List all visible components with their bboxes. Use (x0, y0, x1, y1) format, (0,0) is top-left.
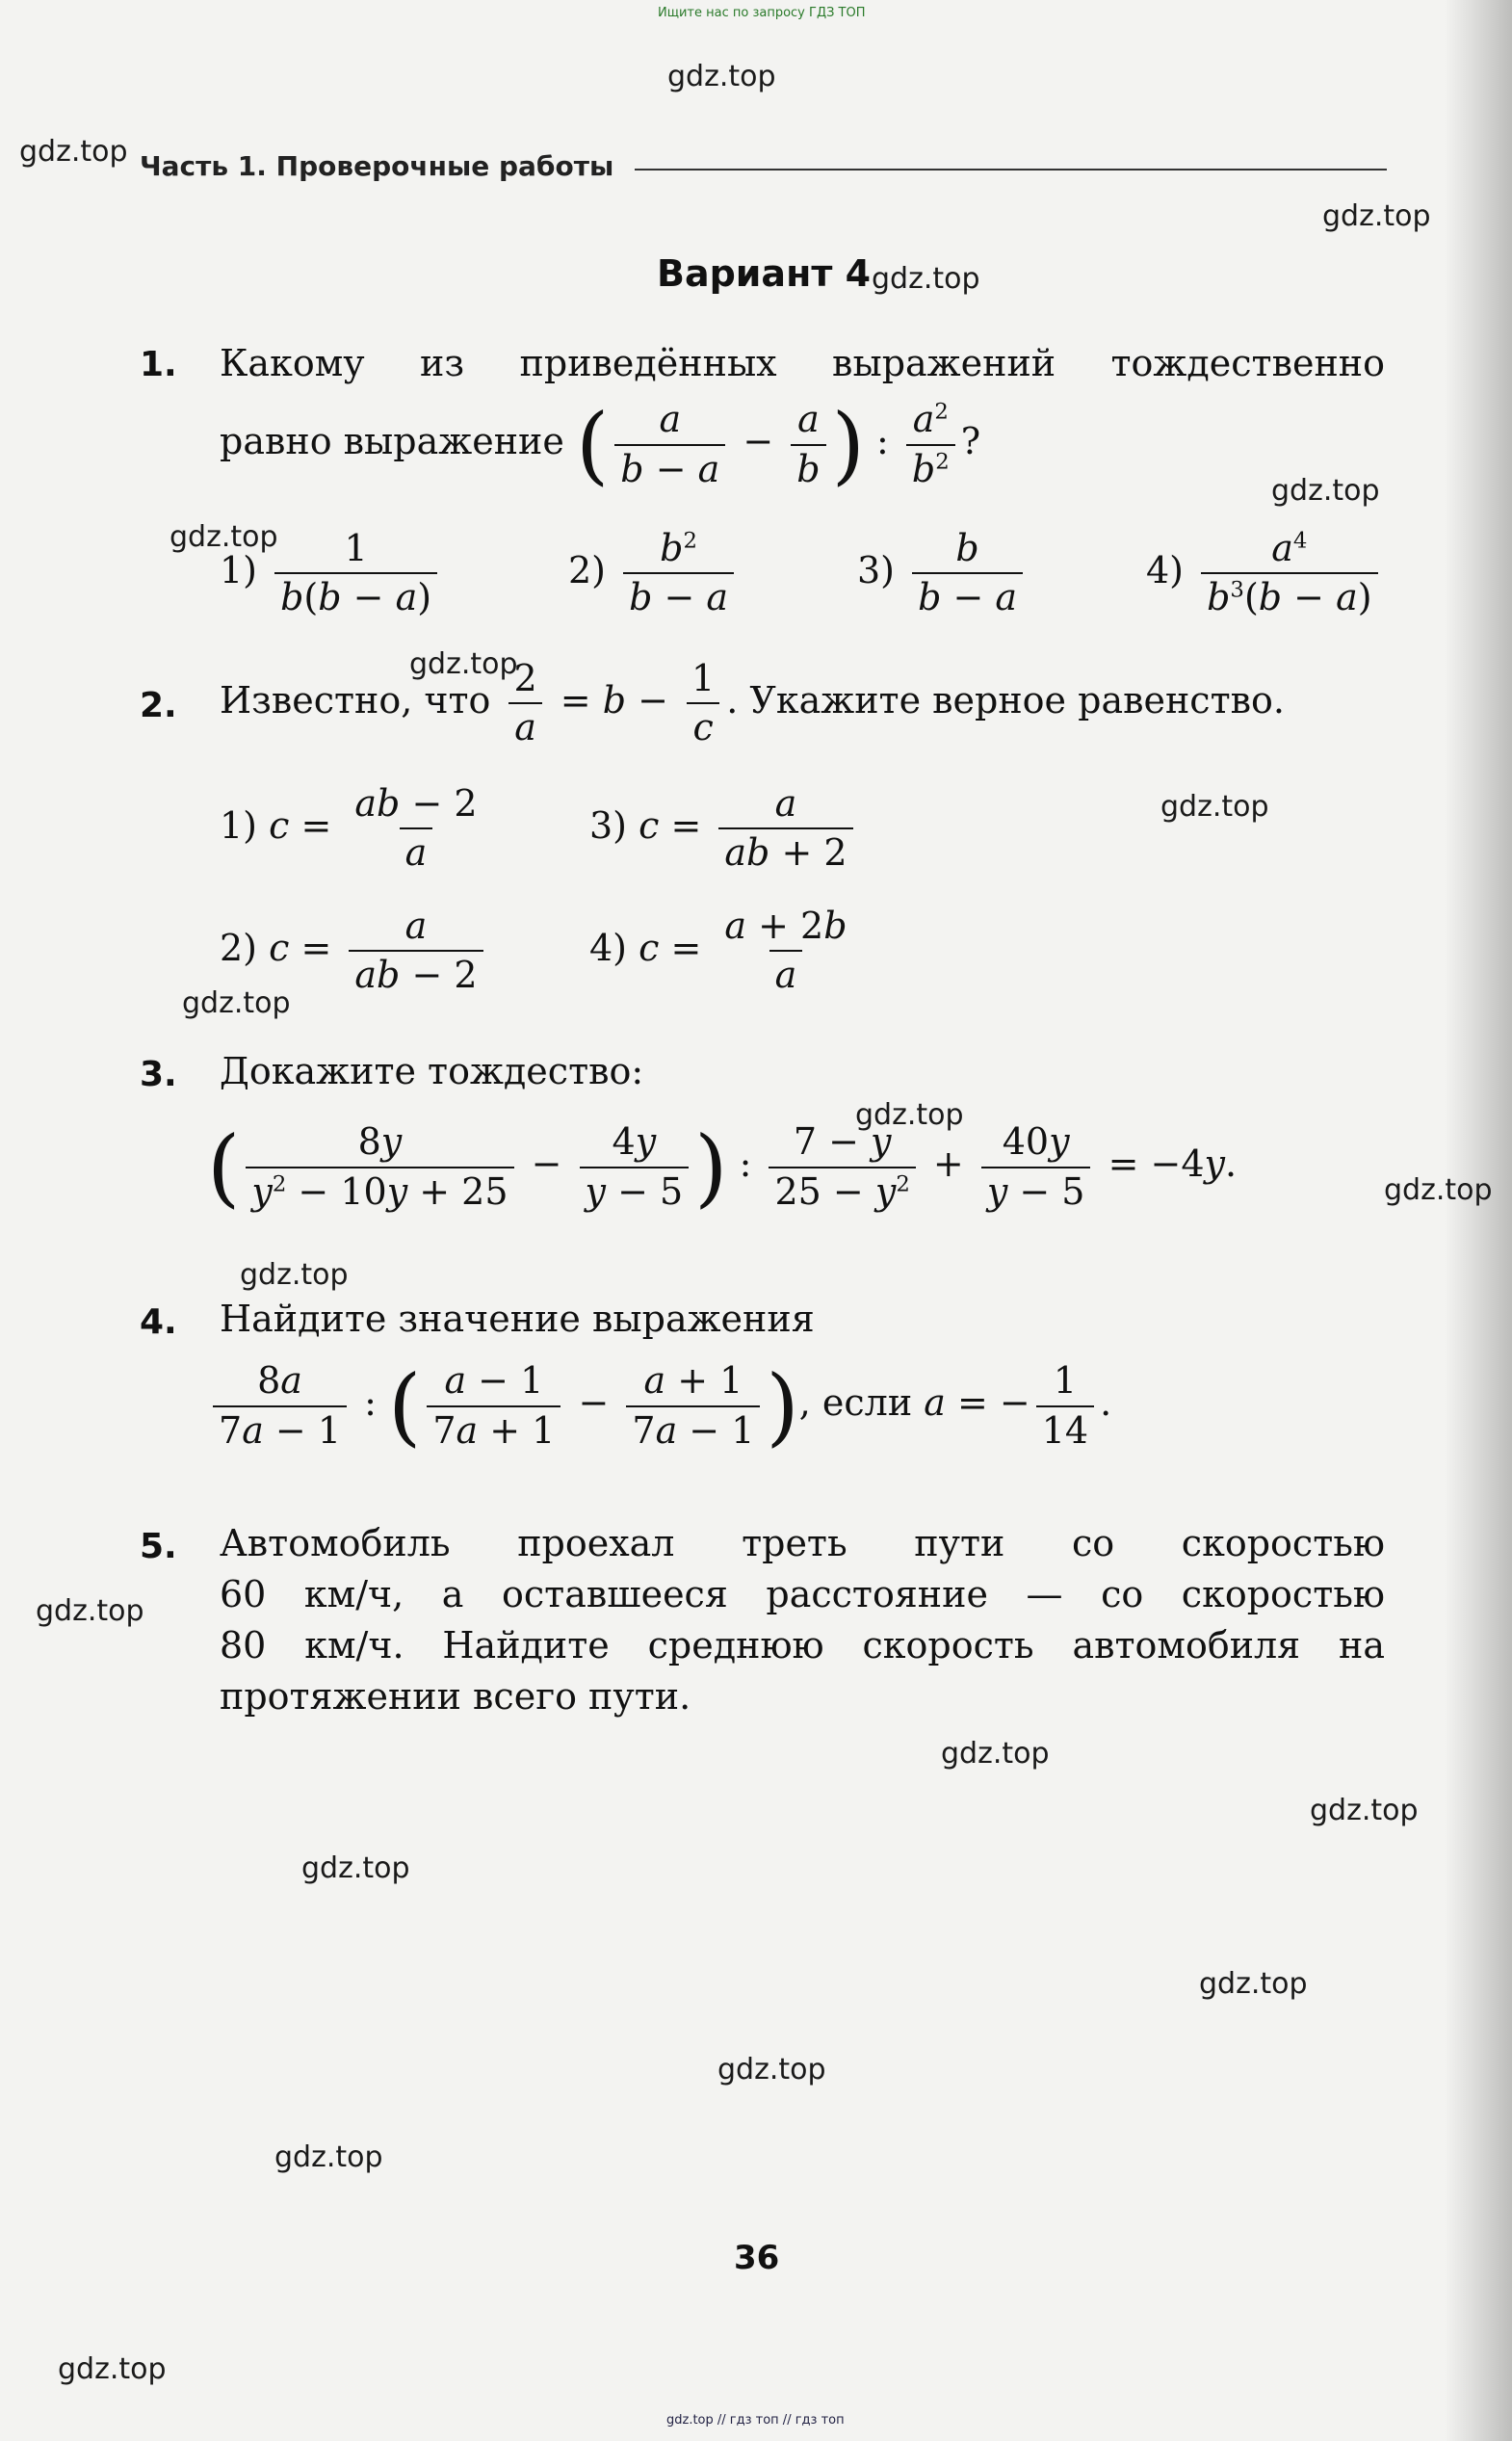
watermark[interactable]: gdz.top (1271, 474, 1380, 508)
watermark[interactable]: gdz.top (1322, 199, 1431, 233)
watermark[interactable]: gdz.top (274, 2140, 383, 2174)
header-rule (635, 169, 1387, 171)
watermark[interactable]: gdz.top (1384, 1173, 1493, 1207)
task-1-option-3: 3) $\frac{b}{b - a}$ (857, 525, 1029, 622)
footer-links[interactable]: gdz.top // гдз топ // гдз топ (666, 2413, 845, 2428)
watermark[interactable]: gdz.top (717, 2053, 826, 2087)
task-1-option-1: 1) $\frac{1}{b(b - a)}$ (220, 525, 443, 622)
task-4-expression: $\frac{8a}{7a - 1}$ : ( $\frac{a - 1}{7a + 1}$ − $\frac{a + 1}{7a - 1}$ ), если a = − $\frac{1}{14}$ . (207, 1356, 1111, 1456)
task-2-option-1: 1) c = $\frac{ab - 2}{a}$ (220, 780, 489, 878)
task-number: 2. (140, 686, 177, 725)
watermark[interactable]: gdz.top (872, 262, 980, 296)
task-1-line-1: Какому из приведённых выражений тождественно (220, 342, 1385, 384)
watermark[interactable]: gdz.top (667, 60, 776, 93)
watermark[interactable]: gdz.top (1310, 1794, 1419, 1827)
task-1-option-4: 4) $\frac{a^4}{b^3(b - a)}$ (1146, 525, 1384, 622)
watermark[interactable]: gdz.top (240, 1258, 349, 1292)
task-4-title: Найдите значение выражения (220, 1298, 815, 1340)
page-header (140, 146, 1387, 185)
task-2-option-4: 4) c = $\frac{a + 2b}{a}$ (589, 903, 859, 1000)
task-2-statement: Известно, что $\frac{2}{a}$ = b − $\frac{1}{c}$ . Укажите верное равенство. (220, 655, 1285, 752)
task-2-option-2: 2) c = $\frac{a}{ab - 2}$ (220, 903, 489, 1000)
watermark[interactable]: gdz.top (19, 135, 128, 169)
watermark[interactable]: gdz.top (941, 1737, 1050, 1771)
task-number: 4. (140, 1302, 177, 1342)
watermark[interactable]: gdz.top (1160, 790, 1269, 824)
task-2-option-3: 3) c = $\frac{a}{ab + 2}$ (589, 780, 859, 878)
task-5-line-3: 80 км/ч. Найдите среднюю скорость автомобиля на (220, 1624, 1385, 1667)
task-number: 5. (140, 1527, 177, 1566)
task-5-line-2: 60 км/ч, а оставшееся расстояние — со скоростью (220, 1573, 1385, 1615)
watermark[interactable]: gdz.top (58, 2352, 167, 2386)
task-5-line-1: Автомобиль проехал треть пути со скоростью (220, 1522, 1385, 1564)
task-number: 1. (140, 345, 177, 384)
task-5-line-4: протяжении всего пути. (220, 1675, 691, 1718)
watermark[interactable]: gdz.top (409, 647, 518, 681)
task-1-option-2: 2) $\frac{b^2}{b - a}$ (568, 525, 740, 622)
section-title: Часть 1. Проверочные работы (140, 149, 614, 182)
top-search-note: Ищите нас по запросу ГДЗ ТОП (658, 6, 866, 20)
task-1-line-2: равно выражение ( $\frac{a}{b - a}$ − $\frac{a}{b}$ ) : $\frac{a^2}{b^2}$ ? (220, 395, 981, 494)
watermark[interactable]: gdz.top (169, 520, 278, 554)
task-3-title: Докажите тождество: (220, 1050, 644, 1092)
watermark[interactable]: gdz.top (182, 986, 291, 1020)
watermark[interactable]: gdz.top (301, 1851, 410, 1885)
watermark[interactable]: gdz.top (36, 1594, 144, 1628)
watermark[interactable]: gdz.top (1199, 1967, 1308, 2001)
task-number: 3. (140, 1055, 177, 1094)
task-3-identity: ( $\frac{8y}{y^2 - 10y + 25}$ − $\frac{4y}{y - 5}$ ) : $\frac{7 - y}{25 - y^2}$ + $\frac{40y}{y - 5}$ = −4y. (207, 1117, 1238, 1217)
variant-title: Вариант 4 (657, 252, 872, 295)
page-number: 36 (734, 2239, 780, 2277)
watermark[interactable]: gdz.top (855, 1098, 964, 1132)
page-edge-shadow (1445, 0, 1512, 2441)
